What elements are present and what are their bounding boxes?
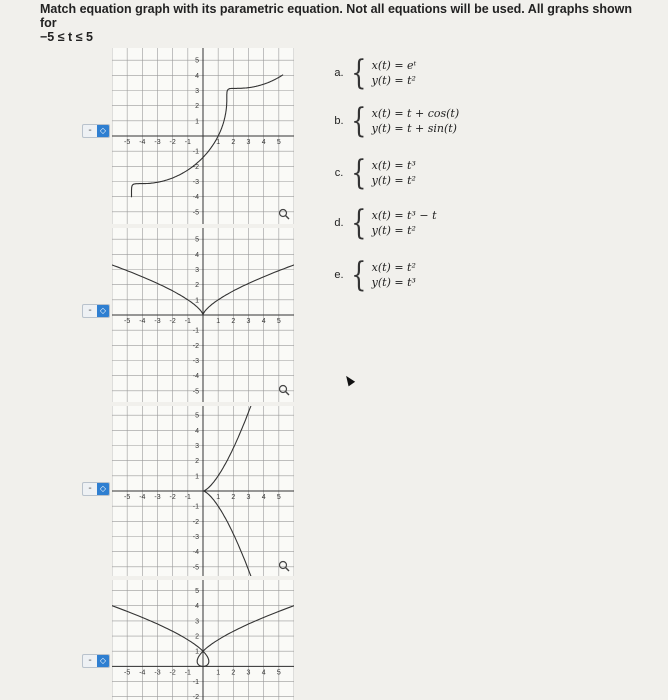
x-tick-label: -2 — [169, 669, 176, 677]
y-tick-label: -4 — [192, 194, 199, 202]
equation-x: x(t) = t³ — [371, 159, 416, 172]
y-tick-label: 5 — [195, 412, 199, 420]
y-tick-label: -4 — [192, 373, 199, 381]
brace: { — [351, 153, 367, 193]
equation-b — [330, 101, 460, 141]
y-tick-label: -1 — [192, 679, 199, 687]
y-tick-label: -4 — [192, 549, 199, 557]
x-tick-label: 3 — [246, 318, 251, 325]
y-tick-label: 3 — [195, 267, 199, 274]
equation-a — [330, 53, 417, 93]
x-tick-label: -1 — [184, 494, 191, 501]
y-tick-label: 3 — [195, 618, 199, 626]
y-tick-label: 1 — [195, 297, 199, 305]
equation-y: y(t) = t³ — [371, 276, 416, 289]
select-value: - — [88, 125, 92, 136]
y-tick-label: -2 — [192, 342, 199, 350]
x-tick-label: 5 — [276, 669, 281, 677]
x-tick-label: 4 — [261, 669, 266, 677]
equation-y: y(t) = t² — [371, 174, 416, 187]
equation-y: y(t) = t² — [371, 74, 416, 87]
brace: { — [351, 255, 367, 295]
chevron-down-icon: ◇ — [97, 305, 109, 317]
equation-letter: c. — [334, 167, 344, 179]
x-tick-label: 2 — [231, 494, 236, 501]
x-tick-label: -3 — [154, 494, 161, 501]
y-tick-label: 1 — [195, 473, 199, 481]
x-tick-label: 4 — [261, 494, 266, 501]
brace: { — [351, 203, 367, 243]
equation-d — [330, 203, 437, 243]
prompt-line-1: Match equation graph with its parametric equation. Not all equations will be used. All graphs shown for — [40, 2, 632, 30]
equation-letter: a. — [334, 67, 344, 79]
x-tick-label: -4 — [139, 139, 146, 146]
graph-4-answer-select[interactable] — [82, 654, 110, 668]
graph-panel-1 — [112, 48, 294, 224]
y-tick-label: 2 — [195, 282, 199, 290]
chevron-down-icon: ◇ — [97, 125, 109, 137]
graph-panel-4 — [112, 580, 294, 700]
chevron-down-icon: ◇ — [97, 483, 109, 495]
y-tick-label: 4 — [195, 251, 199, 259]
x-tick-label: -1 — [184, 139, 191, 146]
magnifier-icon[interactable] — [278, 384, 290, 396]
x-tick-label: -3 — [154, 669, 161, 677]
y-tick-label: 5 — [195, 236, 199, 244]
brace: { — [351, 101, 367, 141]
y-tick-label: 5 — [195, 588, 199, 596]
x-tick-label: -1 — [184, 669, 191, 677]
graph-plot — [112, 228, 294, 402]
x-tick-label: -4 — [139, 318, 146, 325]
magnifier-icon[interactable] — [278, 560, 290, 572]
y-tick-label: -5 — [192, 388, 199, 396]
equation-x: x(t) = t² — [371, 261, 416, 274]
graph-1-answer-select[interactable] — [82, 124, 110, 138]
y-tick-label: -1 — [192, 148, 199, 156]
graph-2-answer-select[interactable] — [82, 304, 110, 318]
x-tick-label: 2 — [231, 139, 236, 146]
equation-letter: e. — [334, 269, 344, 281]
y-tick-label: 3 — [195, 88, 199, 95]
y-tick-label: -2 — [192, 518, 199, 526]
x-tick-label: 2 — [231, 669, 236, 677]
prompt-line-2: −5 ≤ t ≤ 5 — [40, 30, 93, 44]
select-value: - — [88, 655, 92, 666]
graph-3-answer-select[interactable] — [82, 482, 110, 496]
x-tick-label: -3 — [154, 318, 161, 325]
y-tick-label: 1 — [195, 118, 199, 126]
x-tick-label: -3 — [154, 139, 161, 146]
equation-letter: b. — [334, 115, 344, 127]
graph-plot — [112, 406, 294, 576]
x-tick-label: -4 — [139, 494, 146, 501]
equation-x: x(t) = eᵗ — [371, 59, 417, 72]
x-tick-label: 4 — [261, 318, 266, 325]
select-value: - — [88, 483, 92, 494]
x-tick-label: -2 — [169, 139, 176, 146]
magnifier-icon[interactable] — [278, 208, 290, 220]
chevron-down-icon: ◇ — [97, 655, 109, 667]
x-tick-label: 3 — [246, 139, 251, 146]
y-tick-label: 2 — [195, 103, 199, 111]
graph-panel-2 — [112, 228, 294, 402]
x-tick-label: 1 — [216, 494, 221, 501]
equation-x: x(t) = t + cos(t) — [371, 107, 460, 120]
x-tick-label: -2 — [169, 494, 176, 501]
y-tick-label: 5 — [195, 57, 199, 65]
x-tick-label: 4 — [261, 139, 266, 146]
select-value: - — [88, 305, 92, 316]
y-tick-label: -2 — [192, 694, 199, 700]
graph-panel-3 — [112, 406, 294, 576]
y-tick-label: -1 — [192, 327, 199, 335]
x-tick-label: 1 — [216, 669, 221, 677]
x-tick-label: 1 — [216, 318, 221, 325]
equation-x: x(t) = t³ − t — [371, 209, 437, 222]
equation-y: y(t) = t² — [371, 224, 416, 237]
x-tick-label: 3 — [246, 494, 251, 501]
y-tick-label: -2 — [192, 163, 199, 171]
y-tick-label: -1 — [192, 503, 199, 511]
y-tick-label: 4 — [195, 603, 199, 611]
equation-letter: d. — [334, 217, 344, 229]
graph-plot — [112, 48, 294, 224]
y-tick-label: -3 — [192, 534, 199, 541]
x-tick-label: 5 — [276, 318, 281, 325]
x-tick-label: -4 — [139, 669, 146, 677]
y-tick-label: 1 — [195, 648, 199, 656]
y-tick-label: -5 — [192, 209, 199, 217]
x-tick-label: -5 — [124, 494, 131, 501]
mouse-cursor — [343, 374, 355, 387]
x-tick-label: 3 — [246, 669, 251, 677]
y-tick-label: 4 — [195, 427, 199, 435]
x-tick-label: -5 — [124, 318, 131, 325]
y-tick-label: 3 — [195, 443, 199, 450]
x-tick-label: 1 — [216, 139, 221, 146]
brace: { — [351, 53, 367, 93]
x-tick-label: -2 — [169, 318, 176, 325]
x-tick-label: -5 — [124, 669, 131, 677]
x-tick-label: -5 — [124, 139, 131, 146]
x-tick-label: 5 — [276, 139, 281, 146]
graph-plot — [112, 580, 294, 700]
equation-c — [330, 153, 416, 193]
equation-y: y(t) = t + sin(t) — [371, 122, 457, 135]
question-prompt — [40, 2, 640, 44]
equation-e — [330, 255, 416, 295]
y-tick-label: 2 — [195, 633, 199, 641]
y-tick-label: -5 — [192, 564, 199, 572]
x-tick-label: 5 — [276, 494, 281, 501]
y-tick-label: -3 — [192, 358, 199, 365]
y-tick-label: -3 — [192, 179, 199, 186]
x-tick-label: -1 — [184, 318, 191, 325]
x-tick-label: 2 — [231, 318, 236, 325]
y-tick-label: 2 — [195, 458, 199, 466]
y-tick-label: 4 — [195, 72, 199, 80]
